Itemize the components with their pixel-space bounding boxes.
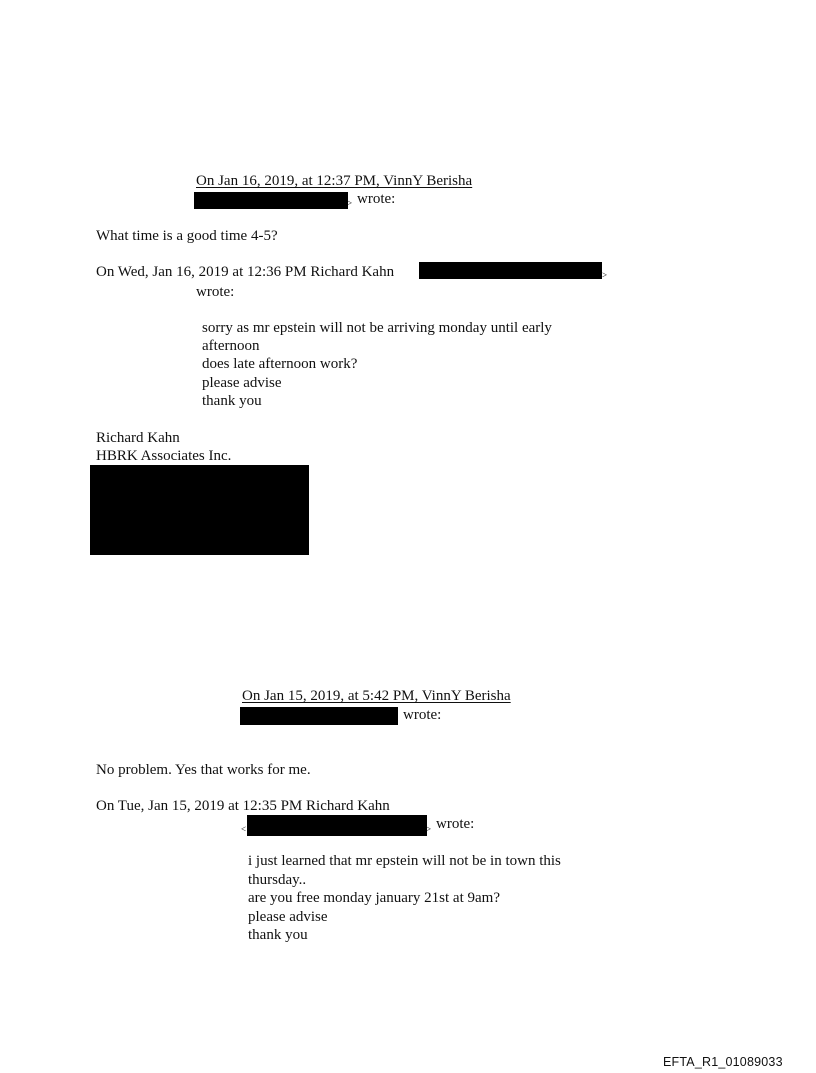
- bates-number: EFTA_R1_01089033: [663, 1055, 783, 1069]
- email1-header-wrote: wrote:: [357, 191, 396, 207]
- email2-quote-header: On Tue, Jan 15, 2019 at 12:35 PM Richard Kahn: [96, 798, 390, 814]
- email1-body: What time is a good time 4-5?: [96, 228, 278, 244]
- redaction-block: [419, 262, 602, 279]
- email1-quote-line: afternoon: [202, 338, 260, 354]
- angle-bracket-mark: >: [347, 198, 353, 208]
- signature-name: Richard Kahn: [96, 430, 180, 446]
- email2-header-line: On Jan 15, 2019, at 5:42 PM, VinnY Berisha: [242, 688, 511, 704]
- email2-quote-line: thursday..: [248, 872, 307, 888]
- angle-bracket-mark: >: [602, 270, 608, 280]
- email1-quote-header: On Wed, Jan 16, 2019 at 12:36 PM Richard Kahn: [96, 264, 395, 280]
- email2-header-wrote: wrote:: [403, 707, 442, 723]
- email2-quote-line: thank you: [248, 927, 308, 943]
- redaction-block: [194, 192, 348, 209]
- angle-bracket-mark: >: [426, 824, 432, 834]
- redaction-block: [90, 465, 309, 555]
- email1-quote-wrote: wrote:: [196, 284, 235, 300]
- redaction-block: [240, 707, 398, 725]
- email1-quote-line: thank you: [202, 393, 262, 409]
- redaction-block: [247, 815, 427, 836]
- email1-quote-line: does late afternoon work?: [202, 356, 358, 372]
- email1-quote-line: sorry as mr epstein will not be arriving monday until early: [202, 320, 552, 336]
- email2-quote-line: i just learned that mr epstein will not be in town this: [248, 853, 561, 869]
- email2-quote-line: are you free monday january 21st at 9am?: [248, 890, 500, 906]
- signature-company: HBRK Associates Inc.: [96, 448, 232, 464]
- email2-quote-wrote: wrote:: [436, 816, 475, 832]
- email2-body: No problem. Yes that works for me.: [96, 762, 311, 778]
- angle-bracket-mark: <: [241, 824, 247, 834]
- email1-header-line: On Jan 16, 2019, at 12:37 PM, VinnY Berisha: [196, 173, 473, 189]
- email2-quote-line: please advise: [248, 909, 328, 925]
- email1-quote-line: please advise: [202, 375, 282, 391]
